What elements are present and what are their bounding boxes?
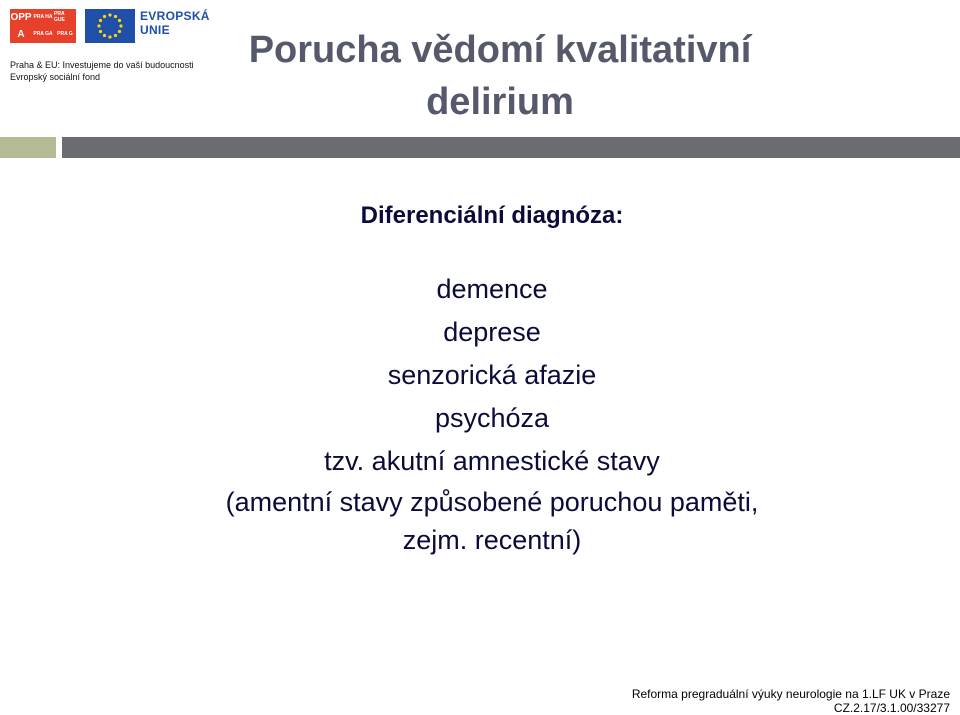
list-item-psychoza: psychóza	[434, 403, 550, 433]
footer-line1: Reforma pregraduální výuky neurologie na 1.LF UK v Praze	[631, 687, 950, 701]
prague-word-1: PRA HA	[32, 9, 54, 26]
list-item-amnesticke-stavy: tzv. akutní amnestické stavy	[324, 446, 660, 476]
list-item-deprese: deprese	[443, 317, 541, 347]
opp-logo-letters: OPP	[10, 9, 32, 26]
eu-flag-icon	[85, 9, 135, 43]
accent-bar-left	[0, 137, 56, 158]
opp-praha-logo	[10, 9, 80, 43]
slide-title-line2: delirium	[426, 81, 574, 123]
list-item-demence: demence	[436, 274, 548, 304]
prague-word-4: PRA G	[54, 26, 76, 43]
tagline-line1: Praha & EU: Investujeme do vaší budoucnosti	[10, 60, 194, 70]
header-logos	[0, 0, 210, 90]
footer	[632, 687, 950, 715]
accent-bar-right	[62, 137, 960, 158]
diagnosis-list	[150, 268, 834, 559]
opp-logo-letter-a: A	[10, 26, 32, 43]
eu-label-line1: EVROPSKÁ	[140, 9, 210, 23]
slide-subtitle: Diferenciální diagnóza:	[360, 202, 624, 229]
eu-label-line2: UNIE	[140, 23, 170, 37]
list-item-amentni-stavy: (amentní stavy způsobené poruchou paměti,	[225, 487, 759, 517]
tagline-line2: Evropský sociální fond	[10, 72, 101, 82]
list-item-senzoricka-afazie: senzorická afazie	[387, 360, 597, 390]
footer-line2: CZ.2.17/3.1.00/33277	[833, 701, 950, 715]
prague-word-3: PRA GA	[32, 26, 54, 43]
list-item-recentni: zejm. recentní)	[402, 525, 582, 555]
tagline	[10, 59, 194, 83]
slide-title-line1: Porucha vědomí kvalitativní	[248, 29, 752, 71]
prague-word-2: PRA GUE	[54, 9, 76, 26]
